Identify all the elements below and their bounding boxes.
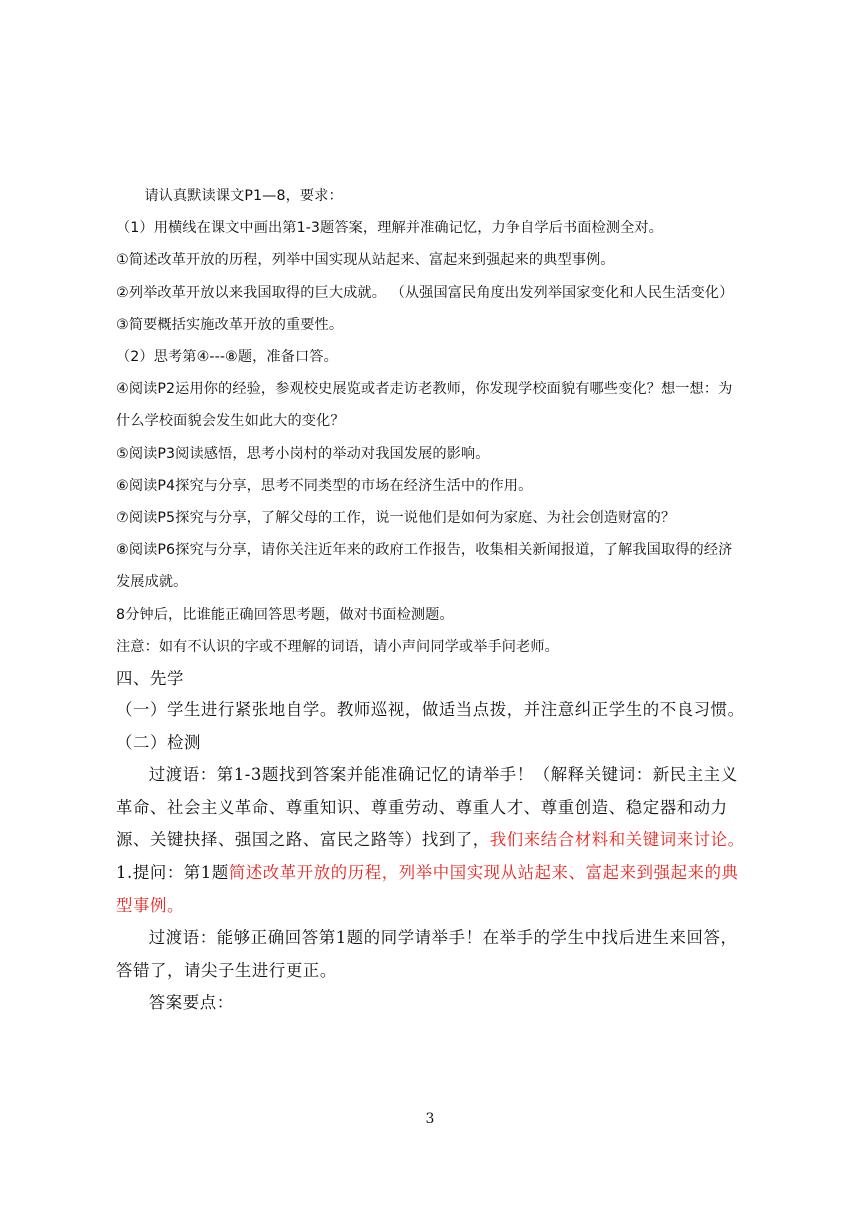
- question-5: ⑤阅读P3阅读感悟，思考小岗村的举动对我国发展的影响。: [116, 445, 490, 462]
- question-4: ④阅读P2运用你的经验，参观校史展览或者走访老教师，你发现学校面貌有哪些变化？想一想：为什么学校面貌会发生如此大的变化？: [116, 381, 733, 430]
- section-heading: 四、先学: [116, 669, 184, 689]
- question-prompt: [116, 857, 746, 922]
- transition-paragraph-1: [116, 759, 746, 857]
- question-7: ⑦阅读P5探究与分享，了解父母的工作，说一说他们是如何为家庭、为社会创造财富的？: [116, 510, 676, 527]
- question-prompt-prefix: 1.提问：第1题: [116, 863, 229, 883]
- transition-1-highlight: 我们来结合材料和关键词来讨论。: [489, 830, 745, 850]
- self-study-step: （一）学生进行紧张地自学。教师巡视，做适当点拨，并注意纠正学生的不良习惯。: [116, 700, 745, 720]
- transition-paragraph-2: 过渡语：能够正确回答第1题的同学请举手！在举手的学生中找后进生来回答，答错了，请尖子生进行更正。: [116, 928, 738, 980]
- time-limit-note: 8分钟后，比谁能正确回答思考题，做对书面检测题。: [116, 606, 454, 623]
- question-6: ⑥阅读P4探究与分享，思考不同类型的市场在经济生活中的作用。: [116, 477, 533, 494]
- answer-points-label: 答案要点：: [148, 993, 234, 1013]
- question-prompt-highlight: 简述改革开放的历程，列举中国实现从站起来、富起来到强起来的典型事例。: [116, 863, 739, 915]
- question-8: ⑧阅读P6探究与分享，请你关注近年来的政府工作报告，收集相关新闻报道，了解我国取得的经济发展成就。: [116, 542, 733, 591]
- question-2: ②列举改革开放以来我国取得的巨大成就。 （从强国富民角度出发列举国家变化和人民生活变化）: [116, 284, 734, 301]
- transition-1-text: 过渡语：第1-3题找到答案并能准确记忆的请举手！（解释关键词：新民主主义革命、社会主义革命、尊重知识、尊重劳动、尊重人才、尊重创造、稳定器和动力源、关键抉择、强国之路、富民之路等）找到了，: [116, 765, 738, 850]
- attention-note: 注意：如有不认识的字或不理解的词语，请小声问同学或举手问老师。: [116, 638, 559, 655]
- page-content: [116, 180, 746, 1020]
- check-step: （二）检测: [116, 732, 201, 752]
- page-number: 3: [425, 1111, 435, 1127]
- reading-instruction: 请认真默读课文P1—8，要求：: [144, 188, 343, 204]
- task-part-2: （2）思考第④---⑧题，准备口答。: [116, 349, 338, 366]
- question-1: ①简述改革开放的历程，列举中国实现从站起来、富起来到强起来的典型事例。: [116, 252, 615, 269]
- task-part-1: （1）用横线在课文中画出第1-3题答案，理解并准确记忆，力争自学后书面检测全对。: [116, 220, 663, 237]
- question-3: ③简要概括实施改革开放的重要性。: [116, 316, 344, 333]
